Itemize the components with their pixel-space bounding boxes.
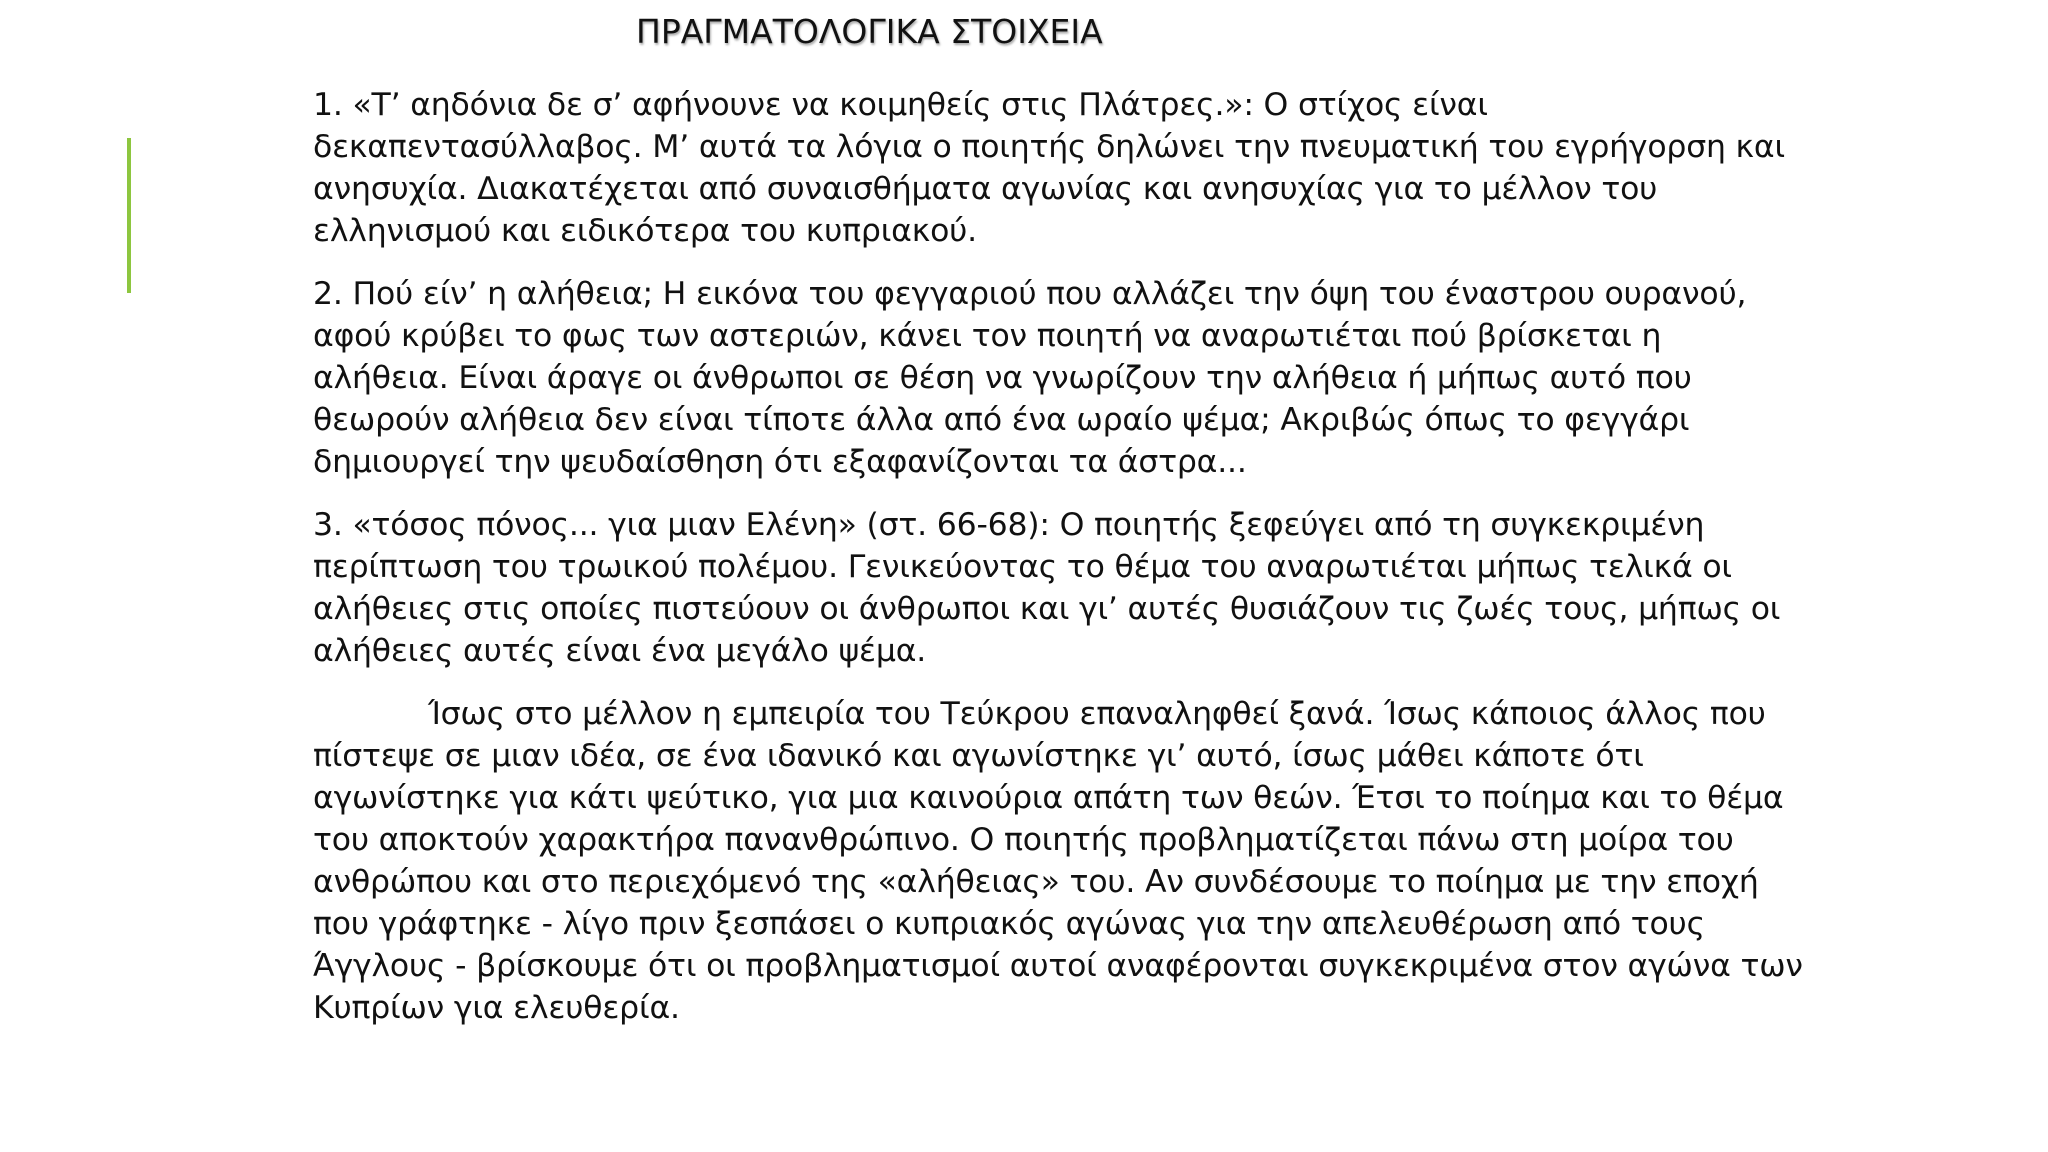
slide-title: ΠΡΑΓΜΑΤΟΛΟΓΙΚΑ ΣΤΟΙΧΕΙΑ — [636, 12, 1103, 51]
slide-content — [313, 84, 1803, 1050]
paragraph-4: Ίσως στο μέλλον η εμπειρία του Τεύκρου επαναληφθεί ξανά. Ίσως κάποιος άλλος που πίστεψε σε μιαν ιδέα, σε ένα ιδανικό και αγωνίστηκε γι’ αυτό, ίσως μάθει κάποτε ότι αγωνίστηκε για κάτι ψεύτικο, για μια καινούρια απάτη των θεών. Έτσι το ποίημα και το θέμα του αποκτούν χαρακτήρα πανανθρώπινο. Ο ποιητής προβληματίζεται πάνω στη μοίρα του ανθρώπου και στο περιεχόμενό της «αλήθειας» του. Αν συνδέσουμε το ποίημα με την εποχή που γράφτηκε - λίγο πριν ξεσπάσει ο κυπριακός αγώνας για την απελευθέρωση από τους Άγγλους - βρίσκουμε ότι οι προβληματισμοί αυτοί αναφέρονται συγκεκριμένα στον αγώνα των Κυπρίων για ελευθερία. — [313, 696, 1803, 1026]
paragraph-3: 3. «τόσος πόνος... για μιαν Ελένη» (στ. 66-68): Ο ποιητής ξεφεύγει από τη συγκεκριμένη περίπτωση του τρωικού πολέμου. Γενικεύοντας το θέμα του αναρωτιέται μήπως τελικά οι αλήθειες στις οποίες πιστεύουν οι άνθρωποι και γι’ αυτές θυσιάζουν τις ζωές τους, μήπως οι αλήθειες αυτές είναι ένα μεγάλο ψέμα. — [313, 507, 1781, 669]
paragraph-2: 2. Πού είν’ η αλήθεια; Η εικόνα του φεγγαριού που αλλάζει την όψη του έναστρου ουρανού, αφού κρύβει το φως των αστεριών, κάνει τον ποιητή να αναρωτιέται πού βρίσκεται η αλήθεια. Είναι άραγε οι άνθρωποι σε θέση να γνωρίζουν την αλήθεια ή μήπως αυτό που θεωρούν αλήθεια δεν είναι τίποτε άλλα από ένα ωραίο ψέμα; Ακριβώς όπως το φεγγάρι δημιουργεί την ψευδαίσθηση ότι εξαφανίζονται τα άστρα... — [313, 276, 1747, 480]
paragraph-1: 1. «Τ’ αηδόνια δε σ’ αφήνουνε να κοιμηθείς στις Πλάτρες.»: Ο στίχος είναι δεκαπεντασύλλαβος. Μ’ αυτά τα λόγια ο ποιητής δηλώνει την πνευματική του εγρήγορση και ανησυχία. Διακατέχεται από συναισθήματα αγωνίας και ανησυχίας για το μέλλον του ελληνισμού και ειδικότερα του κυπριακού. — [313, 87, 1785, 249]
accent-bar — [127, 138, 131, 293]
